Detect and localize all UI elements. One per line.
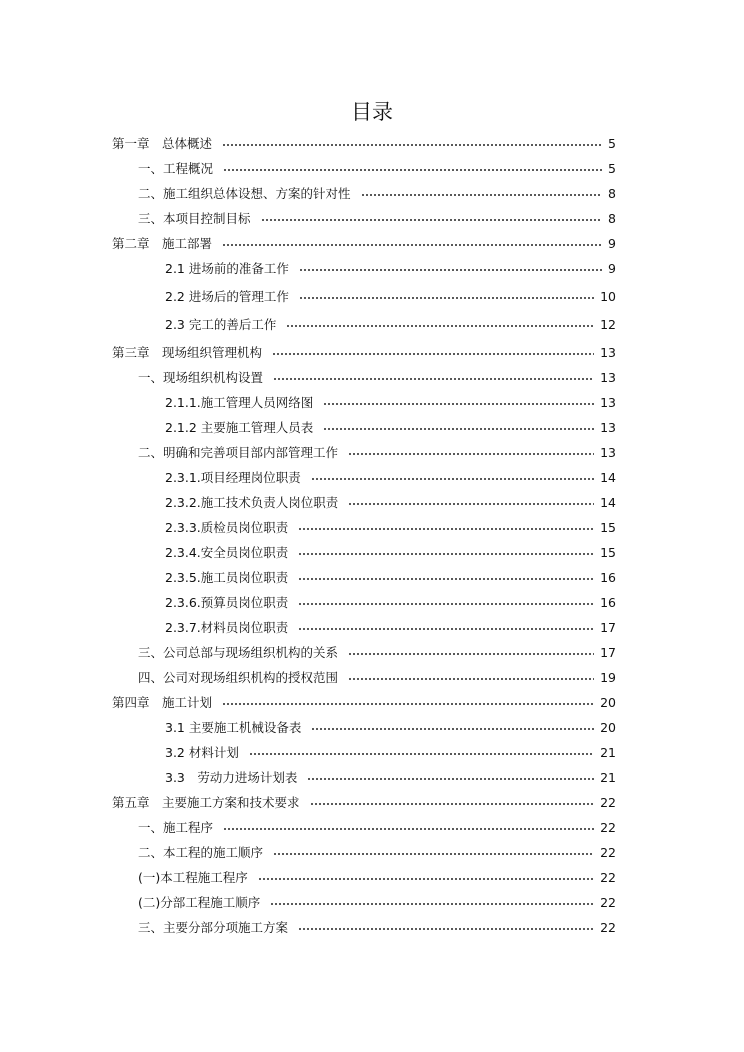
toc-entry-label: 二、施工组织总体设想、方案的针对性 (138, 186, 351, 201)
toc-entry-page: 15 (600, 520, 616, 535)
dot-leader (222, 144, 602, 146)
toc-entry[interactable] (0, 718, 744, 738)
toc-entry-label: (二)分部工程施工顺序 (138, 895, 261, 910)
toc-entry-page: 10 (600, 289, 616, 304)
toc-entry-label: 一、施工程序 (138, 820, 214, 835)
toc-entry-page: 8 (608, 186, 616, 201)
toc-entry-page: 22 (600, 845, 616, 860)
dot-leader (307, 778, 594, 780)
toc-entry[interactable] (0, 259, 744, 279)
toc-entry-label: 2.3.2.施工技术负责人岗位职责 (165, 495, 339, 510)
dot-leader (222, 244, 602, 246)
dot-leader (348, 503, 594, 505)
dot-leader (311, 478, 594, 480)
toc-entry-label: 第三章 现场组织管理机构 (112, 345, 263, 360)
toc-entry-page: 9 (608, 261, 616, 276)
toc-entry[interactable] (0, 368, 744, 388)
toc-entry-label: 二、明确和完善项目部内部管理工作 (138, 445, 339, 460)
toc-entry-page: 13 (600, 345, 616, 360)
toc-entry[interactable] (0, 159, 744, 179)
toc-entry[interactable] (0, 184, 744, 204)
toc-entry-page: 16 (600, 595, 616, 610)
toc-entry-page: 15 (600, 545, 616, 560)
toc-entry-page: 13 (600, 420, 616, 435)
dot-leader (323, 403, 594, 405)
toc-entry-label: 2.3.1.项目经理岗位职责 (165, 470, 301, 485)
toc-entry[interactable] (0, 793, 744, 813)
toc-entry-page: 12 (600, 317, 616, 332)
dot-leader (223, 828, 594, 830)
toc-entry[interactable] (0, 643, 744, 663)
dot-leader (270, 903, 594, 905)
toc-entry[interactable] (0, 393, 744, 413)
toc-entry[interactable] (0, 593, 744, 613)
toc-entry-label: 三、主要分部分项施工方案 (138, 920, 289, 935)
toc-entry-label: 第四章 施工计划 (112, 695, 213, 710)
dot-leader (311, 728, 594, 730)
toc-entry-page: 16 (600, 570, 616, 585)
dot-leader (323, 428, 594, 430)
toc-entry-label: 2.3.5.施工员岗位职责 (165, 570, 289, 585)
toc-entry-page: 22 (600, 795, 616, 810)
toc-entry-label: 2.3.4.安全员岗位职责 (165, 545, 289, 560)
toc-entry-page: 20 (600, 695, 616, 710)
toc-entry[interactable] (0, 234, 744, 254)
dot-leader (286, 325, 594, 327)
toc-entry[interactable] (0, 418, 744, 438)
toc-entry[interactable] (0, 893, 744, 913)
dot-leader (298, 628, 594, 630)
toc-entry-label: 3.3 劳动力进场计划表 (165, 770, 298, 785)
dot-leader (249, 753, 594, 755)
toc-entry-page: 13 (600, 445, 616, 460)
dot-leader (298, 528, 594, 530)
toc-entry[interactable] (0, 868, 744, 888)
toc-entry[interactable] (0, 918, 744, 938)
toc-entry-page: 20 (600, 720, 616, 735)
dot-leader (298, 553, 594, 555)
dot-leader (299, 297, 594, 299)
toc-entry-page: 22 (600, 870, 616, 885)
toc-entry-label: 2.1 进场前的准备工作 (165, 261, 289, 276)
toc-entry[interactable] (0, 287, 744, 307)
toc-entry-label: 第五章 主要施工方案和技术要求 (112, 795, 300, 810)
toc-entry-label: 三、本项目控制目标 (138, 211, 251, 226)
dot-leader (272, 353, 594, 355)
toc-entry-label: 2.1.1.施工管理人员网络图 (165, 395, 314, 410)
toc-entry[interactable] (0, 668, 744, 688)
toc-entry[interactable] (0, 343, 744, 363)
toc-entry-label: 第一章 总体概述 (112, 136, 213, 151)
toc-entry[interactable] (0, 493, 744, 513)
toc-entry[interactable] (0, 518, 744, 538)
toc-entry-page: 5 (608, 161, 616, 176)
toc-entry[interactable] (0, 768, 744, 788)
toc-entry[interactable] (0, 543, 744, 563)
toc-entry-page: 22 (600, 895, 616, 910)
toc-title: 目录 (351, 100, 393, 124)
toc-entry-label: 一、工程概况 (138, 161, 214, 176)
toc-entry-label: 2.2 进场后的管理工作 (165, 289, 289, 304)
toc-entry[interactable] (0, 843, 744, 863)
dot-leader (298, 603, 594, 605)
toc-entry-page: 21 (600, 745, 616, 760)
dot-leader (348, 453, 594, 455)
toc-entry[interactable] (0, 134, 744, 154)
toc-entry-page: 13 (600, 395, 616, 410)
dot-leader (273, 853, 594, 855)
dot-leader (348, 653, 594, 655)
dot-leader (273, 378, 594, 380)
toc-entry-label: 2.3.6.预算员岗位职责 (165, 595, 289, 610)
toc-entry-page: 22 (600, 920, 616, 935)
dot-leader (298, 928, 594, 930)
toc-entry[interactable] (0, 209, 744, 229)
toc-entry-label: 2.3.7.材料员岗位职责 (165, 620, 289, 635)
toc-entry-page: 14 (600, 495, 616, 510)
toc-entry-page: 8 (608, 211, 616, 226)
toc-entry-label: 2.3 完工的善后工作 (165, 317, 277, 332)
toc-entry-page: 17 (600, 620, 616, 635)
dot-leader (258, 878, 594, 880)
toc-entry-label: 3.1 主要施工机械设备表 (165, 720, 302, 735)
toc-entry-page: 21 (600, 770, 616, 785)
dot-leader (299, 269, 602, 271)
toc-entry[interactable] (0, 693, 744, 713)
dot-leader (348, 678, 594, 680)
dot-leader (223, 169, 602, 171)
toc-entry-label: 一、现场组织机构设置 (138, 370, 264, 385)
toc-entry-label: (一)本工程施工程序 (138, 870, 248, 885)
toc-entry[interactable] (0, 568, 744, 588)
dot-leader (261, 219, 602, 221)
toc-entry[interactable] (0, 618, 744, 638)
toc-entry[interactable] (0, 315, 744, 335)
toc-entry-label: 3.2 材料计划 (165, 745, 239, 760)
toc-entry[interactable] (0, 468, 744, 488)
toc-entry-page: 13 (600, 370, 616, 385)
toc-entry-page: 22 (600, 820, 616, 835)
toc-entry-label: 第二章 施工部署 (112, 236, 213, 251)
toc-entry-label: 二、本工程的施工顺序 (138, 845, 264, 860)
toc-entry-page: 5 (608, 136, 616, 151)
dot-leader (310, 803, 594, 805)
toc-entry-label: 四、公司对现场组织机构的授权范围 (138, 670, 339, 685)
toc-entry-page: 19 (600, 670, 616, 685)
toc-entry-page: 17 (600, 645, 616, 660)
toc-entry-label: 2.1.2 主要施工管理人员表 (165, 420, 314, 435)
toc-entry-page: 14 (600, 470, 616, 485)
dot-leader (222, 703, 594, 705)
toc-entry[interactable] (0, 743, 744, 763)
dot-leader (361, 194, 602, 196)
dot-leader (298, 578, 594, 580)
toc-entry[interactable] (0, 818, 744, 838)
toc-entry-label: 2.3.3.质检员岗位职责 (165, 520, 289, 535)
toc-entry[interactable] (0, 443, 744, 463)
toc-entry-label: 三、公司总部与现场组织机构的关系 (138, 645, 339, 660)
toc-entry-page: 9 (608, 236, 616, 251)
